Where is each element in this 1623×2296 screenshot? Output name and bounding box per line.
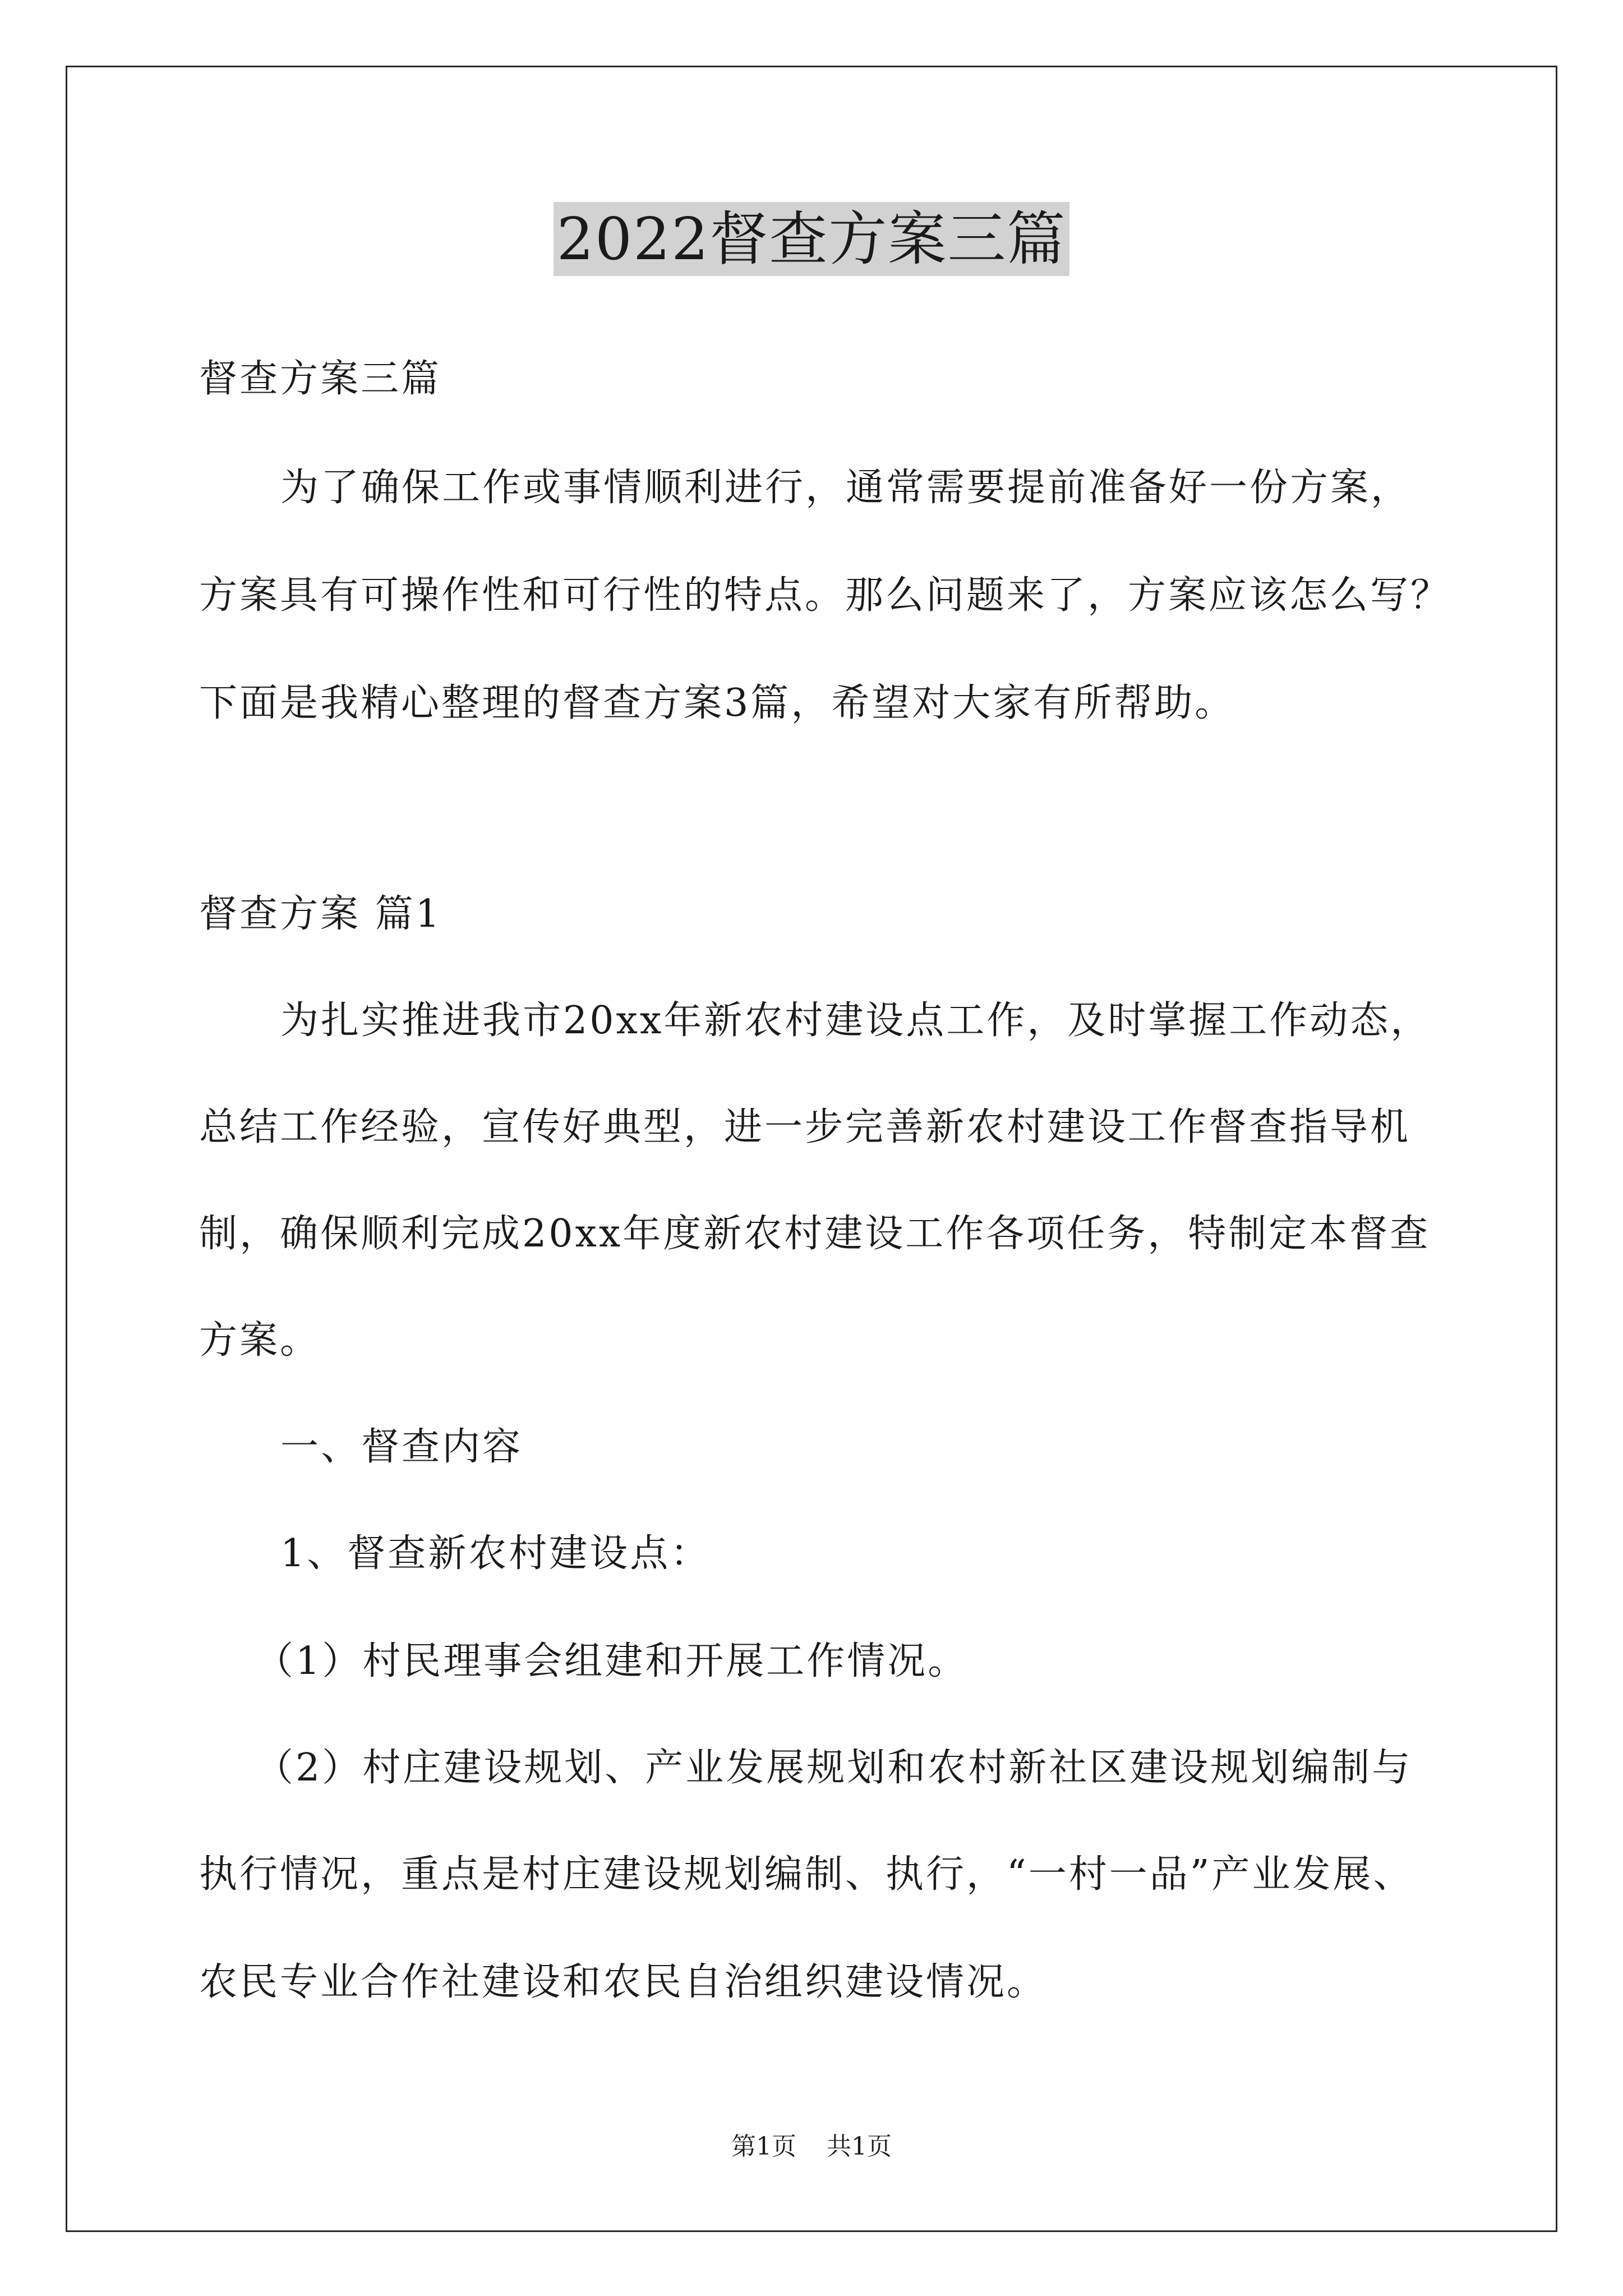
body-line: 方案。	[199, 1318, 321, 1363]
page-number: 第1页	[731, 2132, 796, 2161]
subtitle: 督查方案三篇	[199, 357, 442, 401]
page-total: 共1页	[827, 2132, 892, 2161]
body-line: 制，确保顺利完成20xx年度新农村建设工作各项任务，特制定本督查	[199, 1212, 1431, 1256]
intro-line-3: 下面是我精心整理的督查方案3篇，希望对大家有所帮助。	[199, 681, 1235, 725]
body-line: 总结工作经验，宣传好典型，进一步完善新农村建设工作督查指导机	[199, 1105, 1411, 1149]
body-line: 执行情况，重点是村庄建设规划编制、执行，“一村一品”产业发展、	[199, 1852, 1414, 1897]
document-title: 2022督查方案三篇	[554, 202, 1070, 276]
list-item: （2）村庄建设规划、产业发展规划和农村新社区建设规划编制与	[255, 1746, 1413, 1790]
page-footer	[0, 2132, 1623, 2162]
list-heading: 一、督查内容	[280, 1425, 523, 1469]
body-line: 为扎实推进我市20xx年新农村建设点工作，及时掌握工作动态，	[280, 999, 1431, 1043]
list-item: （1）村民理事会组建和开展工作情况。	[255, 1639, 969, 1683]
body-line: 农民专业合作社建设和农民自治组织建设情况。	[199, 1960, 1048, 2004]
intro-line-1: 为了确保工作或事情顺利进行，通常需要提前准备好一份方案，	[280, 466, 1412, 510]
intro-line-2: 方案具有可操作性和可行性的特点。那么问题来了，方案应该怎么写？	[199, 573, 1451, 618]
section-heading: 督查方案 篇1	[199, 892, 442, 936]
list-item: 1、督查新农村建设点：	[280, 1531, 711, 1576]
title-container	[0, 202, 1623, 276]
